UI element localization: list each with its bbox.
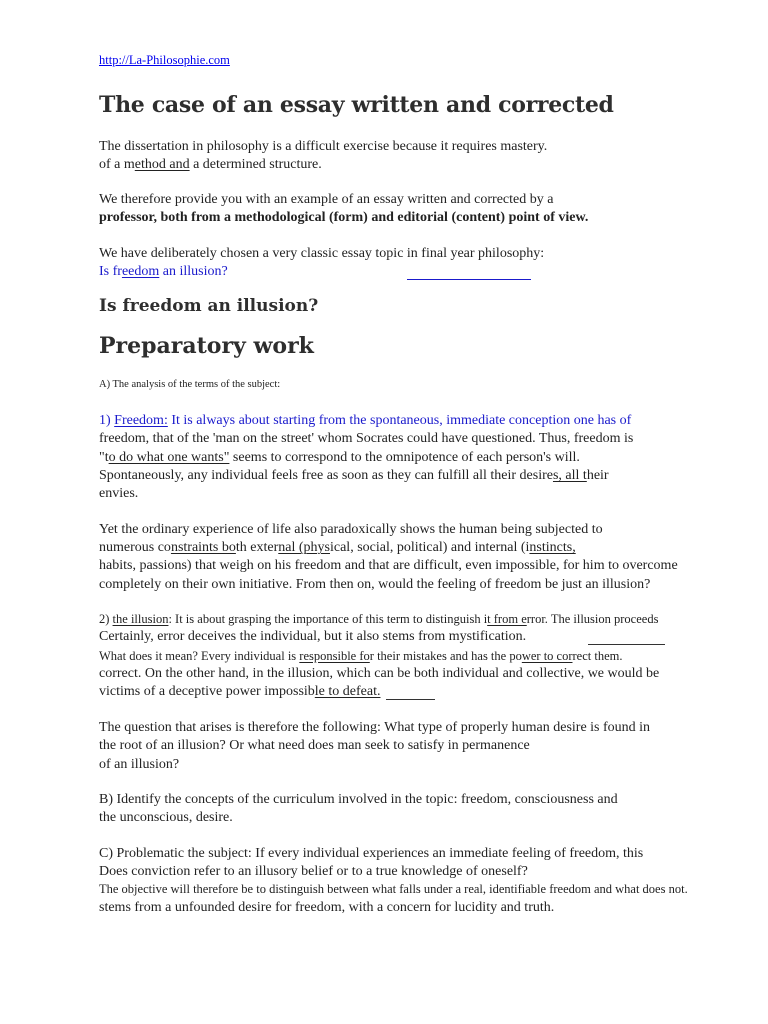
topic-line-1: We have deliberately chosen a very classic essay topic in final year philosophy: — [99, 246, 545, 261]
concepts-line-2: the unconscious, desire. — [99, 810, 233, 825]
concepts-line-1: B) Identify the concepts of the curriculum involved in the topic: freedom, consciousness and — [99, 792, 618, 807]
blank-rule — [407, 279, 531, 280]
blank-rule — [386, 699, 435, 700]
illusion-line-3: What does it mean? Every individual is responsible for their mistakes and has the power to correct them. — [99, 649, 623, 663]
example-line-1: We therefore provide you with an example of an essay written and corrected by a — [99, 192, 554, 207]
question-line-2: the root of an illusion? Or what need does man seek to satisfy in permanence — [99, 738, 530, 753]
constraints-line-2: numerous constraints both external (physical, social, political) and internal (instincts, — [99, 540, 576, 555]
subject-heading: Is freedom an illusion? — [99, 296, 319, 316]
intro-line-1: The dissertation in philosophy is a difficult exercise because it requires mastery. — [99, 139, 548, 154]
section-heading: Preparatory work — [99, 333, 314, 359]
constraints-line-4: completely on their own initiative. From then on, would the feeling of freedom be just an illusion? — [99, 577, 651, 592]
constraints-line-1: Yet the ordinary experience of life also paradoxically shows the human being subjected to — [99, 522, 603, 537]
illusion-line-1: 2) the illusion: It is about grasping the importance of this term to distinguish it from error. The illusion proceeds — [99, 612, 659, 626]
freedom-line-1: 1) Freedom: It is always about starting from the spontaneous, immediate conception one has of — [99, 413, 632, 428]
page-title: The case of an essay written and corrected — [99, 92, 614, 118]
question-line-3: of an illusion? — [99, 757, 180, 772]
blank-rule — [588, 644, 665, 645]
illusion-line-2: Certainly, error deceives the individual, but it also stems from mystification. — [99, 629, 527, 644]
intro-line-2: of a method and a determined structure. — [99, 157, 322, 172]
freedom-line-4: Spontaneously, any individual feels free as soon as they can fulfill all their desires, all their — [99, 468, 609, 483]
problem-line-4: stems from a unfounded desire for freedom, with a concern for lucidity and truth. — [99, 900, 555, 915]
illusion-line-5: victims of a deceptive power impossible to defeat. — [99, 684, 381, 699]
freedom-line-5: envies. — [99, 486, 139, 501]
constraints-line-3: habits, passions) that weigh on his freedom and that are difficult, even impossible, for him to overcome — [99, 558, 678, 573]
site-link[interactable]: http://La-Philosophie.com — [99, 53, 230, 67]
problem-line-1: C) Problematic the subject: If every individual experiences an immediate feeling of freedom, this — [99, 846, 644, 861]
topic-line-2: Is freedom an illusion? — [99, 264, 228, 279]
problem-line-2: Does conviction refer to an illusory belief or to a true knowledge of oneself? — [99, 864, 528, 879]
problem-line-3: The objective will therefore be to distinguish between what falls under a real, identifiable freedom and what does not. — [99, 882, 688, 896]
example-line-2: professor, both from a methodological (form) and editorial (content) point of view. — [99, 210, 589, 225]
question-line-1: The question that arises is therefore the following: What type of properly human desire is found in — [99, 720, 651, 735]
illusion-line-4: correct. On the other hand, in the illusion, which can be both individual and collective, we would be — [99, 666, 660, 681]
freedom-line-3: "to do what one wants" seems to correspond to the omnipotence of each person's will. — [99, 450, 580, 465]
analysis-label: A) The analysis of the terms of the subject: — [99, 379, 281, 390]
freedom-line-2: freedom, that of the 'man on the street' whom Socrates could have questioned. Thus, freedom is — [99, 431, 634, 446]
